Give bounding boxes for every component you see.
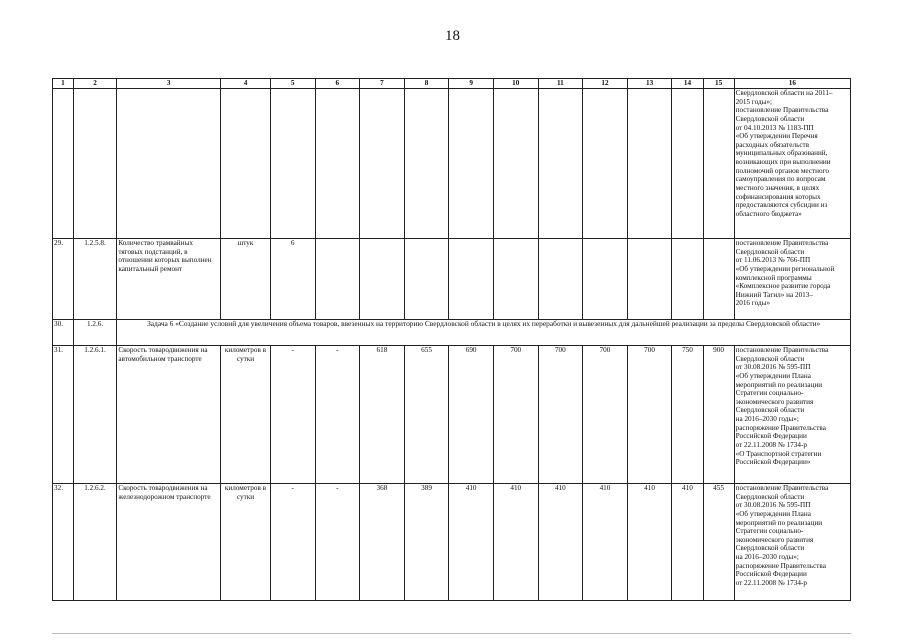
column-number: 10 [493,79,538,89]
value-cell [538,239,583,320]
legal-basis [734,484,850,601]
legal-basis-line: Стратегии социально- [735,389,804,398]
legal-basis-line: постановление Правительства [735,239,829,247]
legal-basis-line: муниципальных образований, [735,149,828,158]
value-cell: - [270,484,315,601]
legal-basis-line: от 22.11.2008 № 1734-р [735,441,807,450]
legal-basis-line: распоряжение Правительства [735,561,826,570]
value-cell [449,239,494,320]
value-cell: 700 [583,346,628,484]
indicator-name: Скорость товародвижения на автомобильном транспорте [117,346,221,484]
unit: километров в сутки [221,346,271,484]
legal-basis-line: «Комплексное развитие города [735,282,831,291]
column-number: 12 [583,79,628,89]
column-number: 5 [270,79,315,89]
table-row [53,89,851,239]
row-number: 29. [53,239,74,320]
table-row [53,346,851,484]
value-cell: 410 [627,484,672,601]
indicators-table [52,78,851,601]
value-cell: 700 [538,346,583,484]
table-row [53,239,851,320]
value-cell: 410 [583,484,628,601]
value-cell [360,239,405,320]
value-cell [627,89,672,239]
value-cell: 750 [672,346,703,484]
task-title: Задача 6 «Создание условий для увеличения объема товаров, ввезенных на территорию Свердловской области в целях их переработки и вывезенных для дальнейшей реализации за пределы Свердловской области» [117,320,851,346]
legal-basis-line: 2015 годы»; [735,97,773,106]
legal-basis [734,346,850,484]
value-cell: 410 [672,484,703,601]
legal-basis-line: от 30.08.2016 № 595-ПП [735,501,811,510]
row-number: 31. [53,346,74,484]
column-number: 3 [117,79,221,89]
legal-basis-line: постановление Правительства [735,106,829,115]
legal-basis [734,239,850,320]
column-number: 13 [627,79,672,89]
value-cell: 455 [703,484,734,601]
table-row [53,484,851,601]
unit: километров в сутки [221,484,271,601]
legal-basis-line: экономического развития [735,397,814,406]
column-number: 1 [53,79,74,89]
legal-basis-line: Свердловской области [735,114,805,123]
legal-basis-line: от 30.08.2016 № 595-ПП [735,363,811,372]
legal-basis-line: Российской Федерации» [735,458,811,467]
legal-basis-line: «Об утверждении Перечня [735,132,818,141]
legal-basis-line: «О Транспортной стратегии [735,449,822,458]
column-number: 15 [703,79,734,89]
legal-basis-line: областного бюджета» [735,209,802,218]
legal-basis-line: предоставляются субсидии из [735,201,828,210]
value-cell: 900 [703,346,734,484]
value-cell: 6 [270,239,315,320]
value-cell: 618 [360,346,405,484]
value-cell: 410 [449,484,494,601]
row-code: 1.2.6. [73,320,117,346]
legal-basis-line: 2016 годы» [735,299,771,308]
unit [221,89,271,239]
value-cell: 690 [449,346,494,484]
legal-basis [734,89,850,239]
column-number: 7 [360,79,405,89]
column-number: 11 [538,79,583,89]
legal-basis-line: Стратегии социально- [735,527,804,536]
value-cell: - [315,484,360,601]
legal-basis-line: самоуправления по вопросам [735,175,826,184]
legal-basis-line: экономического развития [735,535,814,544]
legal-basis-line: Нижний Тагил» на 2013– [735,290,813,299]
legal-basis-line: от 04.10.2013 № 1183-ПП [735,123,814,132]
value-cell [627,239,672,320]
column-number: 14 [672,79,703,89]
value-cell: 410 [493,484,538,601]
legal-basis-line: Свердловской области [735,492,805,501]
value-cell [360,89,405,239]
legal-basis-line: Свердловской области [735,406,805,415]
value-cell [493,89,538,239]
row-code [73,89,117,239]
legal-basis-line: мероприятий по реализации [735,380,823,389]
row-code: 1.2.6.1. [73,346,117,484]
column-number: 9 [449,79,494,89]
unit: штук [221,239,271,320]
legal-basis-line: «Об утверждении Плана [735,371,811,380]
value-cell: 410 [538,484,583,601]
value-cell: 700 [627,346,672,484]
value-cell: 700 [493,346,538,484]
legal-basis-line: «Об утверждении региональной [735,264,835,273]
row-number: 32. [53,484,74,601]
value-cell: - [315,346,360,484]
scan-edge-line [52,633,851,635]
legal-basis-line: местного значения, в целях [735,184,820,193]
legal-basis-line: возникающих при выполнении [735,158,831,167]
value-cell [672,239,703,320]
legal-basis-line: на 2016–2030 годы»; [735,415,799,424]
legal-basis-line: от 11.06.2013 № 766-ПП [735,256,811,265]
legal-basis-line: «Об утверждении Плана [735,509,811,518]
legal-basis-line: распоряжение Правительства [735,423,826,432]
value-cell: 655 [404,346,449,484]
legal-basis-line: на 2016–2030 годы»; [735,553,799,562]
value-cell [583,89,628,239]
legal-basis-line: Свердловской области [735,544,805,553]
legal-basis-line: софинансирования которых [735,192,821,201]
column-number: 2 [73,79,117,89]
row-code: 1.2.6.2. [73,484,117,601]
value-cell [404,89,449,239]
value-cell [270,89,315,239]
value-cell [703,239,734,320]
value-cell [493,239,538,320]
legal-basis-line: Российской Федерации [735,570,807,579]
page-number: 18 [445,28,460,44]
legal-basis-line: комплексной программы [735,273,812,282]
legal-basis-line: Свердловской области на 2011– [735,89,833,97]
value-cell [672,89,703,239]
value-cell: 389 [404,484,449,601]
legal-basis-line: постановление Правительства [735,484,829,492]
legal-basis-line: мероприятий по реализации [735,518,823,527]
legal-basis-line: Свердловской области [735,247,805,256]
legal-basis-line: Российской Федерации [735,432,807,441]
value-cell [703,89,734,239]
column-number: 16 [734,79,850,89]
column-number: 8 [404,79,449,89]
row-code: 1.2.5.8. [73,239,117,320]
value-cell [538,89,583,239]
legal-basis-line: полномочий органов местного [735,166,829,175]
column-number: 6 [315,79,360,89]
indicator-name: Количество трамвайных тяговых подстанций, в отношении которых выполнен капитальный ремонт [117,239,221,320]
value-cell: - [270,346,315,484]
legal-basis-line: от 22.11.2008 № 1734-р [735,579,807,588]
value-cell [583,239,628,320]
value-cell [404,239,449,320]
value-cell: 368 [360,484,405,601]
column-number: 4 [221,79,271,89]
legal-basis-line: расходных обязательств [735,140,810,149]
legal-basis-line: Свердловской области [735,354,805,363]
column-number-row [53,79,851,89]
value-cell [449,89,494,239]
indicator-name: Скорость товародвижения на железнодорожном транспорте [117,484,221,601]
row-number [53,89,74,239]
indicator-name [117,89,221,239]
task-row [53,320,851,346]
row-number: 30. [53,320,74,346]
value-cell [315,89,360,239]
value-cell [315,239,360,320]
legal-basis-line: постановление Правительства [735,346,829,354]
